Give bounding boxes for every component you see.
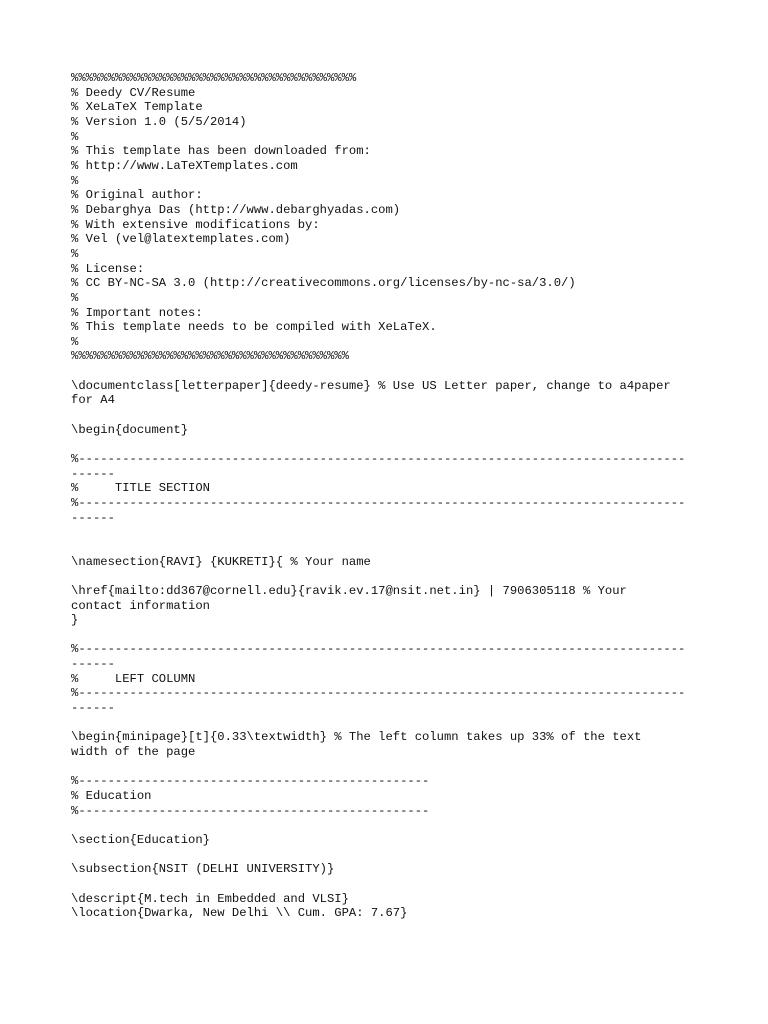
code-line: \begin{minipage}[t]{0.33\textwidth} % The left column takes up 33% of the text: [71, 730, 642, 745]
latex-source-text: [71, 71, 711, 921]
code-line: ------: [71, 701, 115, 716]
code-line: [71, 877, 711, 892]
code-line: [71, 628, 711, 643]
code-line: for A4: [71, 393, 115, 408]
code-line: \href{mailto:dd367@cornell.edu}{ravik.ev.17@nsit.net.in} | 7906305118 % Your: [71, 583, 627, 598]
code-line: [71, 364, 711, 379]
code-line: %: [71, 129, 79, 144]
code-line: \begin{document}: [71, 422, 189, 437]
code-line: % This template needs to be compiled with XeLaTeX.: [71, 320, 437, 335]
code-line: % CC BY-NC-SA 3.0 (http://creativecommons.org/licenses/by-nc-sa/3.0/): [71, 276, 576, 291]
code-line: [71, 760, 711, 775]
code-line: %------------------------------------------------: [71, 774, 430, 789]
code-line: % XeLaTeX Template: [71, 100, 203, 115]
code-line: \location{Dwarka, New Delhi \\ Cum. GPA: 7.67}: [71, 906, 408, 921]
code-line: % Deedy CV/Resume: [71, 85, 196, 100]
code-line: [71, 716, 711, 731]
code-line: %: [71, 290, 79, 305]
code-line: % With extensive modifications by:: [71, 217, 320, 232]
code-line: [71, 437, 711, 452]
code-line: % License:: [71, 261, 145, 276]
code-line: contact information: [71, 598, 210, 613]
code-line: \namesection{RAVI} {KUKRETI}{ % Your name: [71, 554, 371, 569]
code-line: % LEFT COLUMN: [71, 671, 196, 686]
code-line: %------------------------------------------------: [71, 803, 430, 818]
code-line: \section{Education}: [71, 832, 210, 847]
code-line: \documentclass[letterpaper]{deedy-resume} % Use US Letter paper, change to a4paper: [71, 378, 671, 393]
code-line: [71, 818, 711, 833]
code-line: % Debarghya Das (http://www.debarghyadas.com): [71, 202, 401, 217]
code-line: % Education: [71, 789, 152, 804]
code-line: [71, 848, 711, 863]
code-line: % Vel (vel@latextemplates.com): [71, 232, 291, 247]
code-line: [71, 569, 711, 584]
code-line: ------: [71, 510, 115, 525]
code-line: % This template has been downloaded from:: [71, 144, 371, 159]
code-line: %-----------------------------------------------------------------------------------: [71, 642, 686, 657]
code-line: %: [71, 173, 79, 188]
code-line: %%%%%%%%%%%%%%%%%%%%%%%%%%%%%%%%%%%%%%%: [71, 71, 357, 85]
code-line: ------: [71, 657, 115, 672]
code-line: % Important notes:: [71, 305, 203, 320]
code-line: [71, 408, 711, 423]
code-line: [71, 540, 711, 555]
code-line: ------: [71, 466, 115, 481]
code-line: % http://www.LaTeXTemplates.com: [71, 158, 298, 173]
code-line: [71, 525, 711, 540]
code-line: }: [71, 613, 79, 628]
code-line: \subsection{NSIT (DELHI UNIVERSITY)}: [71, 862, 335, 877]
code-line: %: [71, 334, 79, 349]
code-line: % Version 1.0 (5/5/2014): [71, 114, 247, 129]
code-line: %%%%%%%%%%%%%%%%%%%%%%%%%%%%%%%%%%%%%%: [71, 349, 349, 364]
code-line: %-----------------------------------------------------------------------------------: [71, 452, 686, 467]
code-line: %-----------------------------------------------------------------------------------: [71, 495, 686, 510]
code-line: width of the page: [71, 745, 196, 760]
code-line: % TITLE SECTION: [71, 481, 210, 496]
code-line: %: [71, 246, 79, 261]
document-page: [71, 71, 711, 921]
code-line: \descript{M.tech in Embedded and VLSI}: [71, 891, 349, 906]
code-line: %-----------------------------------------------------------------------------------: [71, 686, 686, 701]
code-line: % Original author:: [71, 188, 203, 203]
